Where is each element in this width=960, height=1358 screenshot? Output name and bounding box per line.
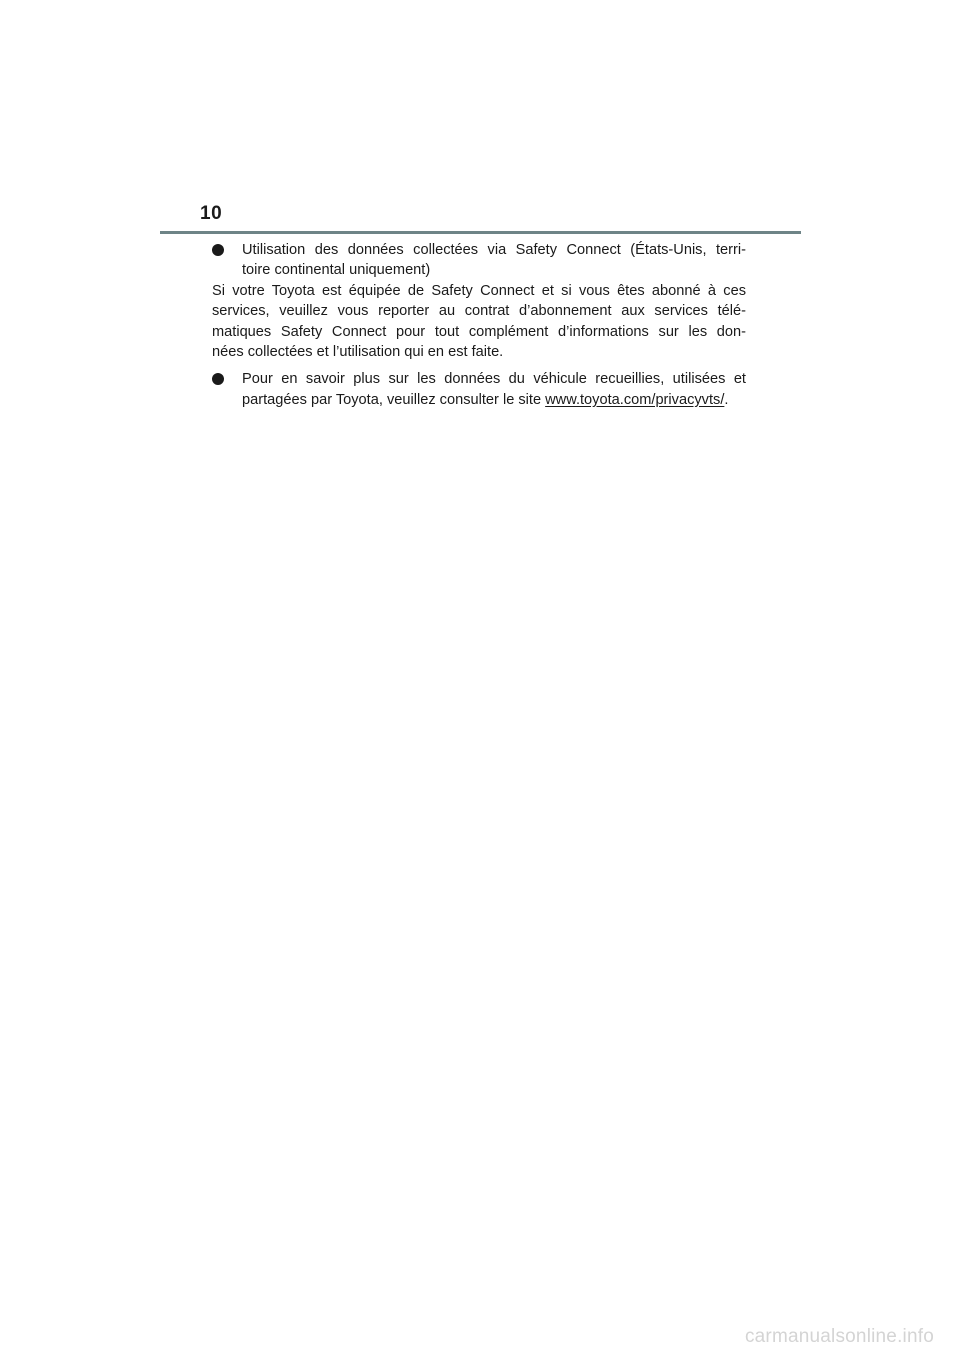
- list-item: [212, 369, 746, 410]
- item-body-line: nées collectées et l’utilisation qui en est faite.: [212, 344, 504, 361]
- item-heading-line: toire continental uniquement): [242, 262, 431, 279]
- header-rule: [160, 231, 801, 234]
- item-text-suffix: .: [724, 391, 729, 408]
- bullet-icon: [212, 244, 224, 256]
- footer-watermark: carmanualsonline.info: [744, 1326, 934, 1347]
- list-item: [212, 240, 746, 362]
- bullet-icon: [212, 373, 224, 385]
- item-heading-line: Utilisation des données collectées via Safety Connect (États-Unis, terri-: [242, 242, 746, 258]
- page-number: 10: [200, 203, 223, 224]
- page-content: [212, 240, 746, 410]
- item-text-line: [242, 390, 746, 410]
- item-body-line: services, veuillez vous reporter au contrat d’abonnement aux services télé-: [212, 303, 746, 320]
- item-text-line: Pour en savoir plus sur les données du véhicule recueillies, utilisées et: [242, 371, 746, 388]
- privacy-link[interactable]: www.toyota.com/privacyvts/: [545, 391, 725, 408]
- item-body-line: Si votre Toyota est équipée de Safety Connect et si vous êtes abonné à ces: [212, 282, 746, 299]
- item-text-prefix: partagées par Toyota, veuillez consulter le site: [242, 391, 546, 408]
- item-body-line: matiques Safety Connect pour tout complément d’informations sur les don-: [212, 323, 746, 340]
